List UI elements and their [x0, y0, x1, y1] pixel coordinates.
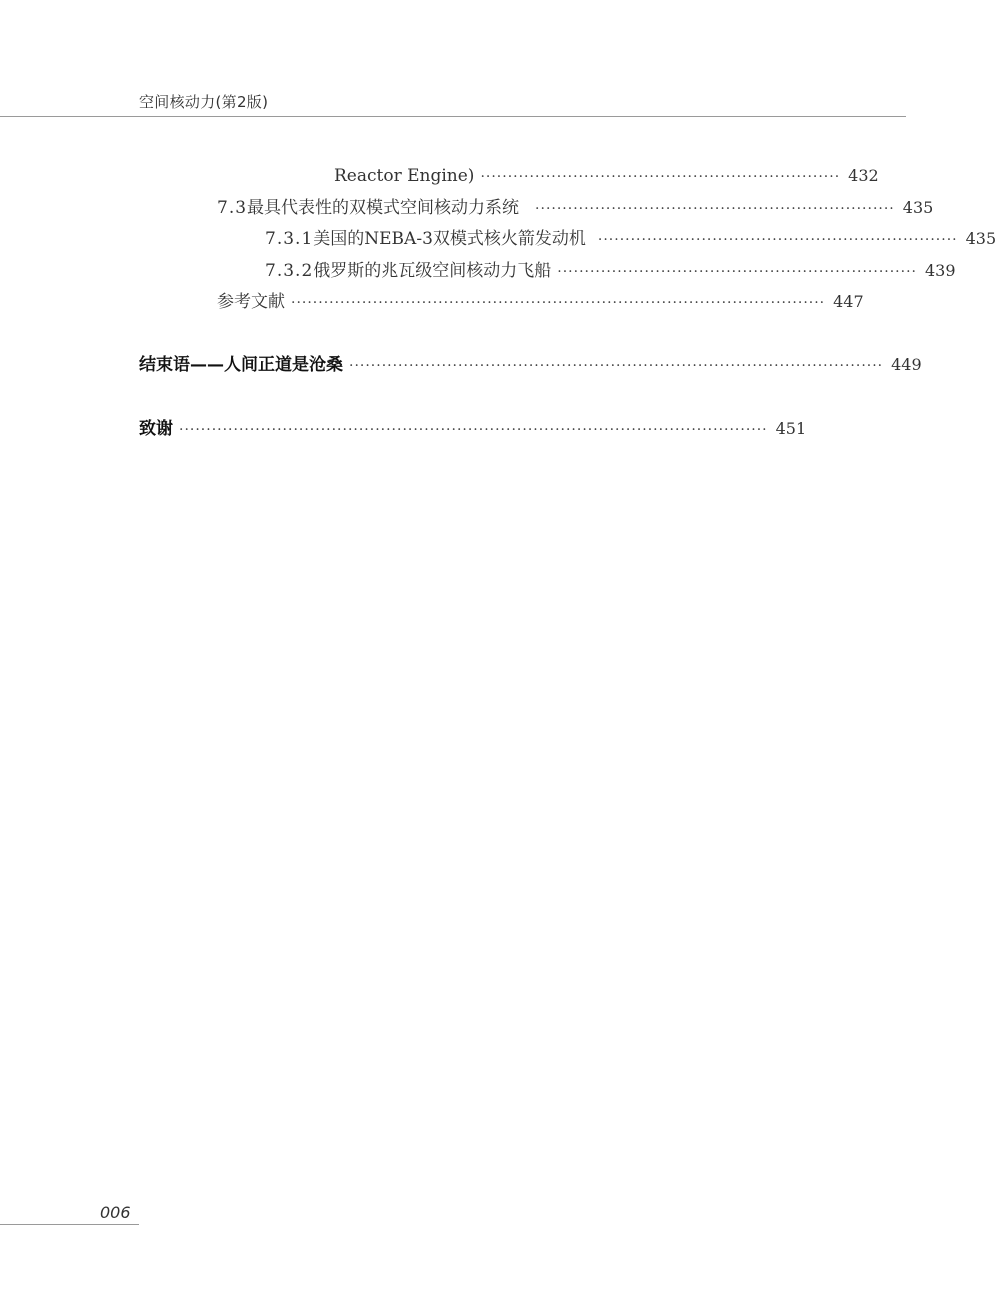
toc-entry-title: Reactor Engine) [334, 166, 475, 186]
toc-entry[interactable] [0, 416, 924, 442]
toc-entry[interactable] [0, 226, 996, 252]
toc-entry-number: 7.3.1 [265, 229, 314, 249]
dot-leader: ············································································································ [179, 422, 768, 438]
toc-entry-title: 参考文献 [217, 292, 285, 312]
toc-entry-page: 451 [775, 419, 807, 438]
dot-leader: ·································································································· [349, 358, 884, 374]
dot-leader: ·································································· [597, 232, 958, 248]
toc-entry-page: 447 [833, 292, 864, 311]
footer-rule [0, 1224, 139, 1225]
toc-entry[interactable] [0, 195, 934, 221]
toc-entry[interactable] [0, 289, 924, 315]
header-rule [0, 116, 906, 117]
toc-entry-page: 435 [965, 229, 996, 248]
toc-entry-title: 最具代表性的双模式空间核动力系统 [247, 198, 520, 218]
running-header-title: 空间核动力(第2版) [139, 93, 269, 111]
dot-leader: ·································································· [557, 264, 917, 280]
dot-leader: ·································································· [480, 169, 841, 185]
dot-leader: ·································································· [535, 201, 895, 217]
toc-entry[interactable] [0, 258, 956, 284]
toc-entry-page: 435 [902, 198, 934, 217]
toc-entry-page: 439 [924, 261, 956, 280]
toc-entry[interactable] [0, 163, 924, 189]
page-number: 006 [100, 1203, 131, 1222]
toc-entry-page: 449 [891, 355, 922, 374]
toc-entry-title: 美国的NEBA-3双模式核火箭发动机 [313, 229, 586, 249]
toc-entry-title: 致谢 [139, 419, 173, 439]
toc-entry[interactable] [0, 352, 924, 378]
toc-entry-title: 结束语——人间正道是沧桑 [139, 355, 343, 375]
toc-entry-page: 432 [848, 166, 879, 185]
toc-entry-title: 俄罗斯的兆瓦级空间核动力飞船 [313, 261, 552, 281]
dot-leader: ·································································································· [291, 295, 826, 311]
toc-entry-number: 7.3 [217, 198, 248, 218]
toc-entry-number: 7.3.2 [265, 261, 314, 281]
